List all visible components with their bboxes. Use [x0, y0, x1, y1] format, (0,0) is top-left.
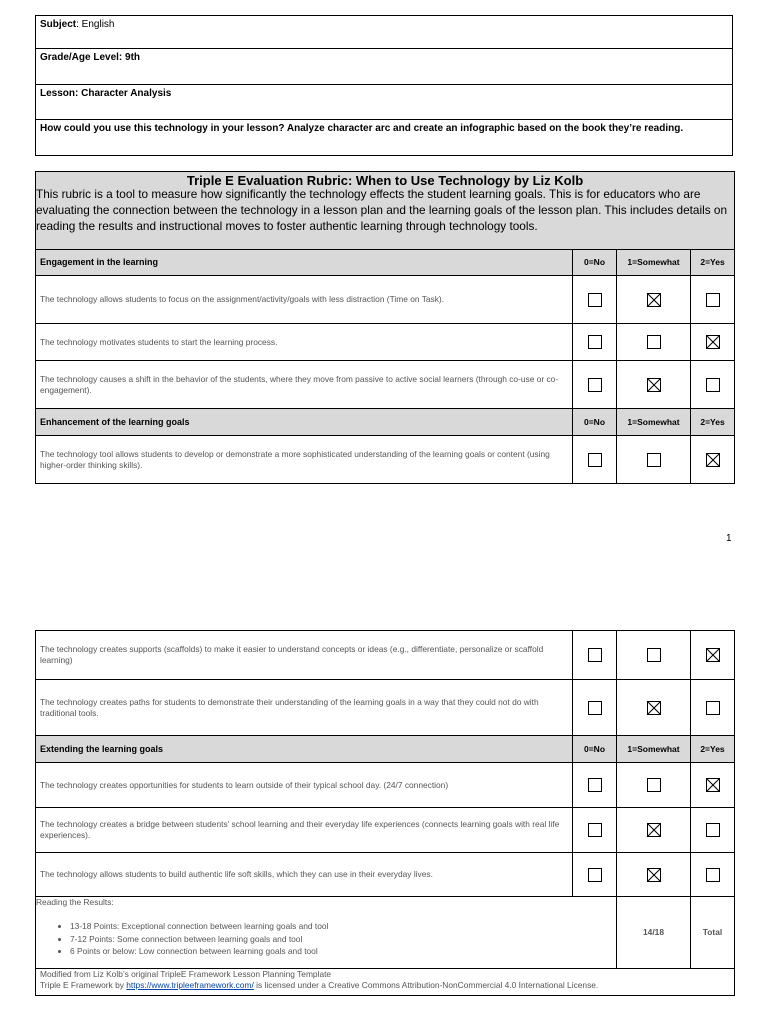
x-mark-icon: [707, 336, 719, 348]
x-mark-icon: [648, 824, 660, 836]
rubric-row: [36, 631, 735, 680]
rubric-row: [36, 808, 735, 853]
checkbox-yes[interactable]: [706, 378, 720, 392]
col-yes: 2=Yes: [691, 736, 735, 763]
row-text: The technology tool allows students to develop or demonstrate a more sophisticated understanding of the learning goals or content (using higher-order thinking skills).: [36, 436, 573, 484]
checkbox-yes-checked[interactable]: [706, 648, 720, 662]
checkbox-no[interactable]: [588, 868, 602, 882]
question-cell: How could you use this technology in your lesson? Analyze character arc and create an infographic based on the book they’re reading.: [36, 120, 733, 156]
total-label: Total: [691, 897, 735, 969]
row-text: The technology creates paths for students to demonstrate their understanding of the learning goals in a way that they could not do with traditional tools.: [36, 680, 573, 736]
row-text: The technology allows students to build authentic life soft skills, which they can use in their everyday lives.: [36, 853, 573, 897]
footer-line2: [40, 980, 730, 991]
x-mark-icon: [648, 869, 660, 881]
col-somewhat: 1=Somewhat: [617, 409, 691, 436]
results-item: • 6 Points or below: Low connection between learning goals and tool: [70, 945, 616, 958]
framework-link[interactable]: https://www.tripleeframework.com/: [126, 980, 254, 990]
page-number: 1: [726, 533, 732, 544]
checkbox-somewhat[interactable]: [647, 453, 661, 467]
col-no: 0=No: [573, 409, 617, 436]
rubric-table-page1: [35, 171, 735, 484]
checkbox-no[interactable]: [588, 823, 602, 837]
footer-line1: Modified from Liz Kolb’s original TripleE Framework Lesson Planning Template: [40, 969, 332, 979]
checkbox-no[interactable]: [588, 453, 602, 467]
checkbox-no[interactable]: [588, 778, 602, 792]
footer-prefix: Triple E Framework by: [40, 980, 127, 990]
col-yes: 2=Yes: [691, 409, 735, 436]
footer-cell: [36, 969, 735, 996]
subject-label: Subject: [40, 19, 77, 30]
col-somewhat: 1=Somewhat: [617, 250, 691, 276]
col-somewhat: 1=Somewhat: [617, 736, 691, 763]
results-item: • 7-12 Points: Some connection between learning goals and tool: [70, 933, 616, 946]
row-text: The technology motivates students to start the learning process.: [36, 324, 573, 361]
checkbox-yes-checked[interactable]: [706, 778, 720, 792]
checkbox-somewhat-checked[interactable]: [647, 868, 661, 882]
checkbox-yes-checked[interactable]: [706, 335, 720, 349]
results-list: [36, 920, 616, 958]
section-extending: Extending the learning goals: [36, 736, 573, 763]
grade-cell: Grade/Age Level: 9th: [36, 49, 733, 85]
x-mark-icon: [648, 379, 660, 391]
results-heading: Reading the Results:: [36, 897, 114, 907]
row-text: The technology creates a bridge between students’ school learning and their everyday life experiences (connects learning goals with real life experiences).: [36, 808, 573, 853]
checkbox-somewhat-checked[interactable]: [647, 701, 661, 715]
lesson-cell: Lesson: Character Analysis: [36, 85, 733, 120]
checkbox-no[interactable]: [588, 378, 602, 392]
lesson-info-table: [35, 15, 733, 156]
row-text: The technology causes a shift in the behavior of the students, where they move from passive to active social learners (through co-use or co-engagement).: [36, 361, 573, 409]
x-mark-icon: [648, 294, 660, 306]
checkbox-yes-checked[interactable]: [706, 453, 720, 467]
x-mark-icon: [707, 649, 719, 661]
rubric-title: Triple E Evaluation Rubric: When to Use Technology by Liz Kolb: [186, 173, 584, 188]
checkbox-no[interactable]: [588, 335, 602, 349]
x-mark-icon: [707, 779, 719, 791]
row-text: The technology creates supports (scaffolds) to make it easier to understand concepts or ideas (e.g., differentiate, personalize or scaffold learning): [36, 631, 573, 680]
rubric-description: This rubric is a tool to measure how significantly the technology effects the student learning goals. This is for educators who are evaluating the connection between the technology in a lesson plan and the learning goals of the lesson plan. This includes details on reading the results and instructional moves to foster authentic learning through technology tools.: [36, 187, 728, 233]
rubric-row: [36, 763, 735, 808]
col-no: 0=No: [573, 736, 617, 763]
checkbox-somewhat-checked[interactable]: [647, 378, 661, 392]
row-text: The technology creates opportunities for students to learn outside of their typical school day. (24/7 connection): [36, 763, 573, 808]
rubric-header-cell: [36, 172, 735, 250]
results-item: • 13-18 Points: Exceptional connection between learning goals and tool: [70, 920, 616, 933]
checkbox-no[interactable]: [588, 293, 602, 307]
subject-value: : English: [76, 19, 115, 30]
rubric-row: [36, 276, 735, 324]
score-value: 14/18: [617, 897, 691, 969]
checkbox-somewhat[interactable]: [647, 335, 661, 349]
checkbox-somewhat[interactable]: [647, 648, 661, 662]
row-text: The technology allows students to focus on the assignment/activity/goals with less distraction (Time on Task).: [36, 276, 573, 324]
col-yes: 2=Yes: [691, 250, 735, 276]
rubric-row: [36, 436, 735, 484]
subject-cell: [36, 16, 733, 49]
x-mark-icon: [707, 454, 719, 466]
rubric-table-page2: [35, 630, 735, 996]
checkbox-yes[interactable]: [706, 701, 720, 715]
checkbox-somewhat[interactable]: [647, 778, 661, 792]
rubric-row: [36, 853, 735, 897]
rubric-row: [36, 361, 735, 409]
checkbox-no[interactable]: [588, 648, 602, 662]
checkbox-yes[interactable]: [706, 823, 720, 837]
rubric-row: [36, 680, 735, 736]
x-mark-icon: [648, 702, 660, 714]
section-enhancement: Enhancement of the learning goals: [36, 409, 573, 436]
checkbox-yes[interactable]: [706, 868, 720, 882]
rubric-row: [36, 324, 735, 361]
checkbox-somewhat-checked[interactable]: [647, 293, 661, 307]
checkbox-no[interactable]: [588, 701, 602, 715]
checkbox-yes[interactable]: [706, 293, 720, 307]
footer-suffix: is licensed under a Creative Commons Attribution-NonCommercial 4.0 International License.: [253, 980, 599, 990]
section-engagement: Engagement in the learning: [36, 250, 573, 276]
results-cell: [36, 897, 617, 969]
col-no: 0=No: [573, 250, 617, 276]
checkbox-somewhat-checked[interactable]: [647, 823, 661, 837]
